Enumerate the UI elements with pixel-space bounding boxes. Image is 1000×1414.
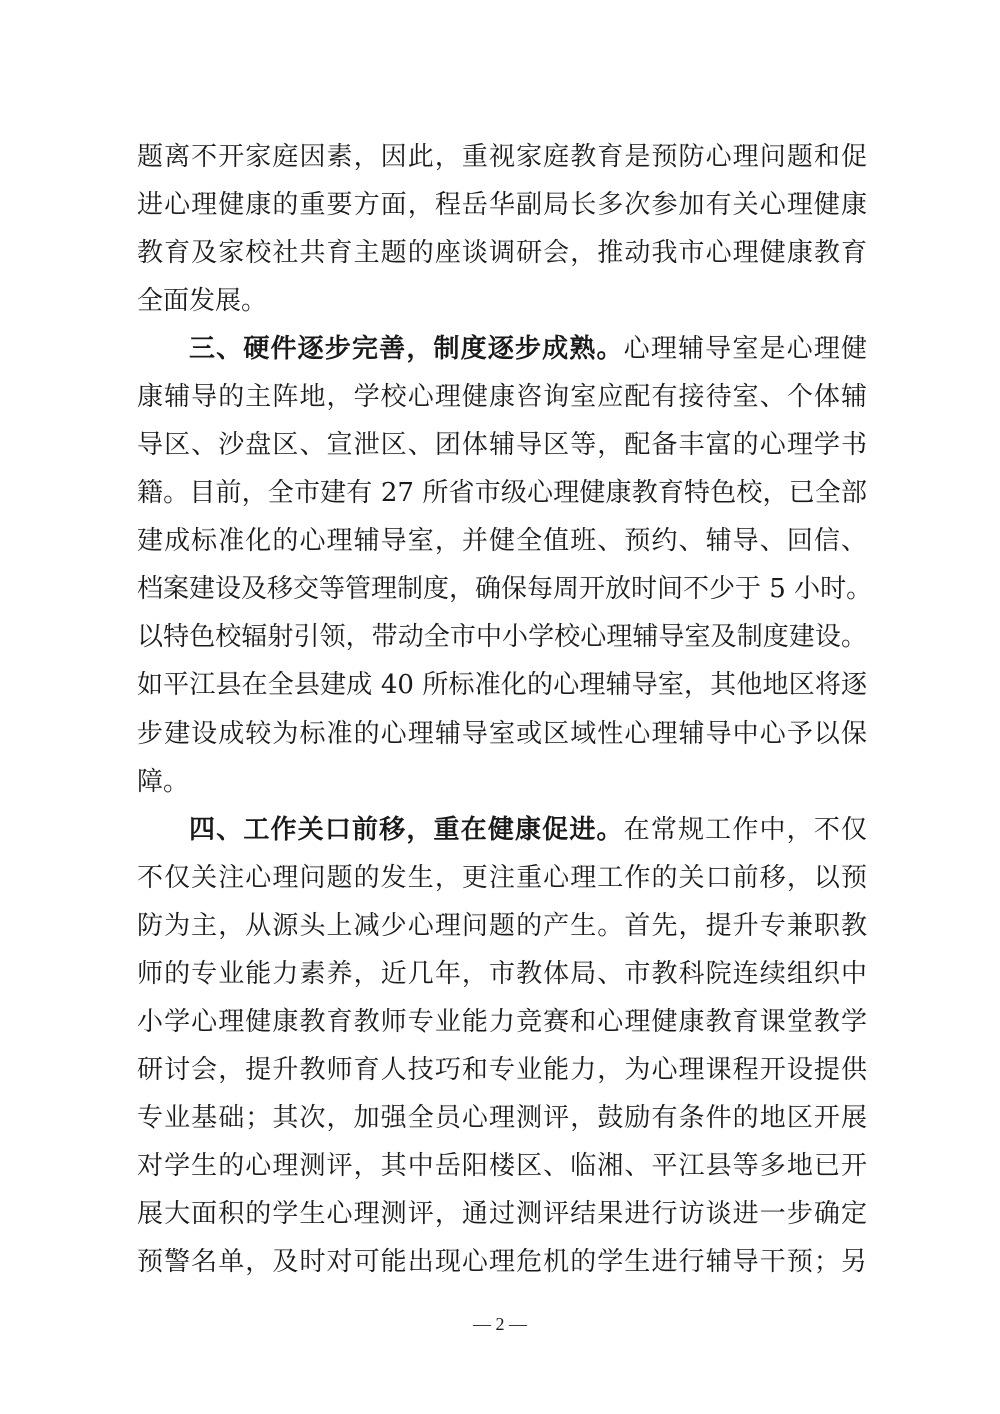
text-line: 预警名单，及时对可能出现心理危机的学生进行辅导干预；另 <box>137 1247 867 1277</box>
section-3-first-line-text: 心理辅导室是心理健 <box>623 334 867 364</box>
page-number: — 2 — <box>473 1314 527 1334</box>
text-line: 全面发展。 <box>137 286 268 316</box>
section-4-heading: 四、工作关口前移，重在健康促进。 <box>189 815 624 845</box>
text-line: 教育及家校社共育主题的座谈调研会，推动我市心理健康教育 <box>137 238 867 268</box>
text-line: 步建设成较为标准的心理辅导室或区域性心理辅导中心予以保 <box>137 719 867 749</box>
text-line: 进心理健康的重要方面，程岳华副局长多次参加有关心理健康 <box>137 190 867 220</box>
text-line: 建成标准化的心理辅导室，并健全值班、预约、辅导、回信、 <box>137 526 867 556</box>
text-line: 展大面积的学生心理测评，通过测评结果进行访谈进一步确定 <box>137 1199 867 1229</box>
text-line: 以特色校辐射引领，带动全市中小学校心理辅导室及制度建设。 <box>137 622 867 652</box>
text-line: 防为主，从源头上减少心理问题的产生。首先，提升专兼职教 <box>137 911 867 941</box>
text-line: 题离不开家庭因素，因此，重视家庭教育是预防心理问题和促 <box>137 142 867 172</box>
text-line: 研讨会，提升教师育人技巧和专业能力，为心理课程开设提供 <box>137 1055 867 1085</box>
text-line: 小学心理健康教育教师专业能力竞赛和心理健康教育课堂教学 <box>137 1007 867 1037</box>
section-4-first-line-text: 在常规工作中，不仅 <box>623 815 867 845</box>
section-3-first-line <box>189 329 867 369</box>
text-line: 康辅导的主阵地，学校心理健康咨询室应配有接待室、个体辅 <box>137 382 867 412</box>
text-line: 师的专业能力素养，近几年，市教体局、市教科院连续组织中 <box>137 959 867 989</box>
section-3-heading: 三、硬件逐步完善，制度逐步成熟。 <box>189 334 624 364</box>
section-4-first-line <box>189 810 867 850</box>
text-line: 专业基础；其次，加强全员心理测评，鼓励有条件的地区开展 <box>137 1103 867 1133</box>
text-line: 障。 <box>137 767 190 797</box>
text-line: 如平江县在全县建成 40 所标准化的心理辅导室，其他地区将逐 <box>137 670 867 700</box>
text-line: 籍。目前，全市建有 27 所省市级心理健康教育特色校，已全部 <box>137 478 867 508</box>
text-line: 不仅关注心理问题的发生，更注重心理工作的关口前移，以预 <box>137 863 867 893</box>
text-line: 导区、沙盘区、宣泄区、团体辅导区等，配备丰富的心理学书 <box>137 430 867 460</box>
text-line: 档案建设及移交等管理制度，确保每周开放时间不少于 5 小时。 <box>137 574 873 604</box>
text-line: 对学生的心理测评，其中岳阳楼区、临湘、平江县等多地已开 <box>137 1151 867 1181</box>
